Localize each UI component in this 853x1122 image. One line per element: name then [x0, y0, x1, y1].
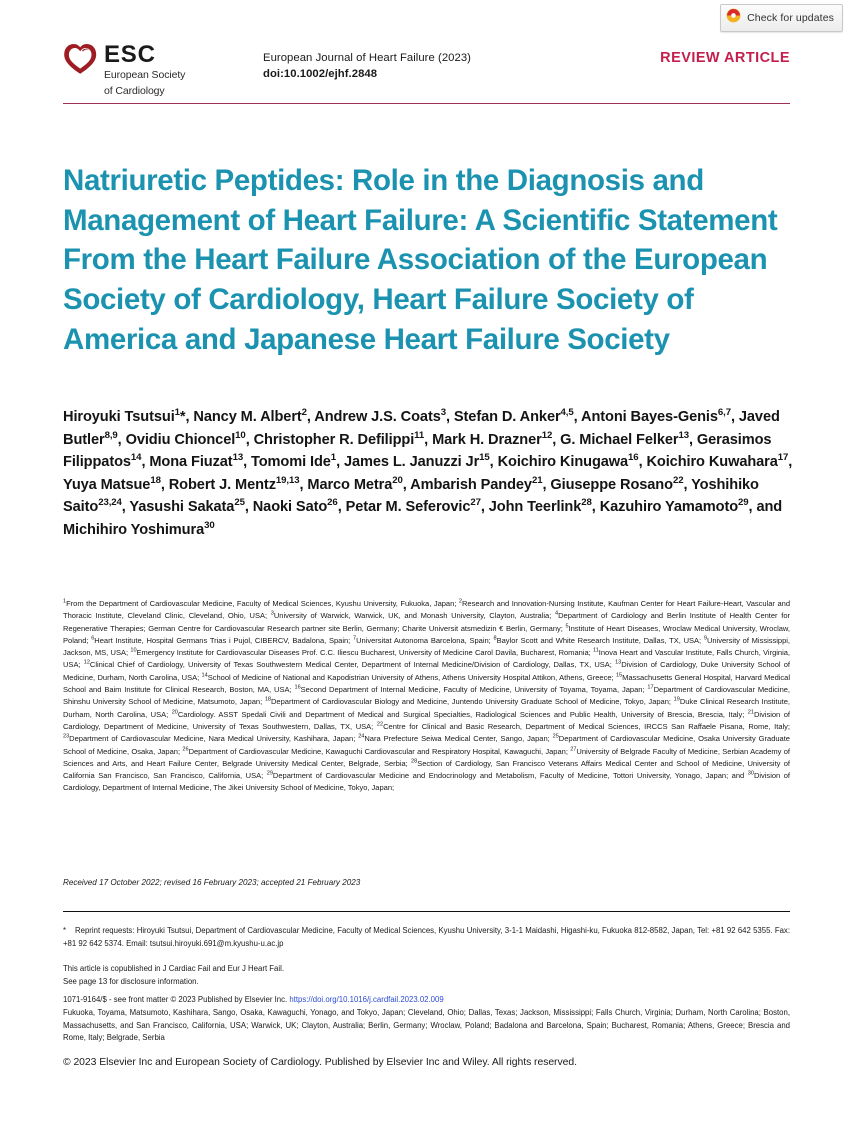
- publication-notes: [63, 963, 790, 988]
- header-divider: [63, 103, 790, 104]
- footnote-asterisk: *: [63, 926, 67, 935]
- journal-info: [263, 42, 471, 83]
- reprint-requests-footnote: [63, 925, 790, 950]
- page-title: Natriuretic Peptides: Role in the Diagnosis and Management of Heart Failure: A Scientific Statement From the Heart Failure Association of the European Society of Cardiology, Heart Failure Society of America and Japanese Heart Failure Society: [63, 164, 778, 356]
- disclosure-note: See page 13 for disclosure information.: [63, 976, 199, 986]
- check-for-updates-label: Check for updates: [747, 12, 834, 24]
- doi-link[interactable]: https://doi.org/10.1016/j.cardfail.2023.02.009: [289, 995, 444, 1004]
- crossmark-icon: [726, 8, 741, 28]
- article-type-label: REVIEW ARTICLE: [660, 50, 790, 66]
- journal-name: European Journal of Heart Failure (2023): [263, 52, 471, 64]
- front-matter-text: 1071-9164/$ - see front matter © 2023 Published by Elsevier Inc.: [63, 995, 288, 1004]
- esc-logo: [63, 42, 213, 98]
- esc-society-line-2: of Cardiology: [104, 84, 165, 97]
- esc-acronym: ESC: [104, 41, 156, 68]
- esc-logo-text: [104, 42, 185, 98]
- cities-list: Fukuoka, Toyama, Matsumoto, Kashihara, Sango, Osaka, Kawaguchi, Yonago, and Tokyo, Japan; Cleveland, Ohio; Dallas, Texas; Jackson, Mississippi; Falls Church, Virginia; Durham, North Carolina; Boston, Massachusetts, and San Francisco, California, USA; Warwick, UK; Clayton, Australia; Berlin, Germany; Wroclaw, Poland; Badalona and Barcelona, Spain; Bucharest, Romania; Athens, Greece; Brescia and Rome, Italy; Belgrade, Serbia: [63, 1008, 790, 1043]
- received-dates: Received 17 October 2022; revised 16 February 2023; accepted 21 February 2023: [63, 878, 361, 887]
- page-header: [63, 42, 790, 98]
- copyright-notice: © 2023 Elsevier Inc and European Society of Cardiology. Published by Elsevier Inc and Wiley. All rights reserved.: [63, 1057, 577, 1068]
- esc-heart-logo-icon: [63, 43, 97, 80]
- reprint-requests-text: Reprint requests: Hiroyuki Tsutsui, Department of Cardiovascular Medicine, Faculty of Medical Sciences, Kyushu University, 3-1-1 Maidashi, Higashi-ku, Fukuoka 812-8582, Japan, Tel: +81 92 642 5355. Fax: +81 92 642 5374. Email: tsutsui.hiroyuki.691@m.kyushu-u.ac.jp: [63, 926, 790, 948]
- footnote-divider: [63, 911, 790, 912]
- affiliations-list: $^1$From the Department of Cardiovascular Medicine, Faculty of Medical Sciences, Kyushu University, Fukuoka, Japan; $^2$Research and Innovation-Nursing Institute, Kaufman Center for Heart Failure-Heart, Vascular and Thoracic Institute, Cleveland Clinic, Cleveland, Ohio, USA; $^3$University of Warwick, Warwick, UK, and Monash University, Clayton, Australia; $^4$Department of Cardiology and Berlin Institute of Health Center for Regenerative Therapies; German Centre for Cardiovascular Research partner site Berlin, Germany; Charite Universit atsmedizin € Berlin, Germany; $^5$Institute of Heart Diseases, Wroclaw Medical University, Wroclaw, Poland; $^6$Heart Institute, Hospital Germans Trias i Pujol, CIBERCV, Badalona, Spain; $^7$Universitat Autonoma Barcelona, Spain; $^8$Baylor Scott and White Research Institute, Dallas, TX, USA; $^9$University of Mississippi, Jackson, MS, USA; $^{10}$Emergency Institute for Cardiovascular Diseases Prof. C.C. Iliescu Bucharest, University of Medicine Carol Davila, Bucharest, Romania; $^{11}$Inova Heart and Vascular Institute, Falls Church, Virginia, USA; $^{12}$Clinical Chief of Cardiology, University of Texas Southwestern Medical Center, Department of Internal Medicine/Division of Cardiology, Dallas, TX, USA; $^{13}$Division of Cardiology, Duke University School of Medicine, Durham, North Carolina, USA; $^{14}$School of Medicine of National and Kapodistrian University of Athens, Athens University Hospital Attikon, Athens, Greece; $^{15}$Massachusetts General Hospital, Harvard Medical School and Baim Institute for Clinical Research, Boston, MA, USA; $^{16}$Second Department of Internal Medicine, Faculty of Medicine, University of Toyama, Toyama, Japan; $^{17}$Department of Cardiovascular Medicine, Shinshu University School of Medicine, Matsumoto, Japan; $^{18}$Department of Cardiovascular Biology and Medicine, Juntendo University Graduate School of Medicine, Tokyo, Japan; $^{19}$Duke Clinical Research Institute, Durham, North Carolina, USA; $^{20}$Cardiology. ASST Spedali Civili and Department of Medical and Surgical Specialties, Radiological Sciences and Public Health, University of Brescia, Brescia, Italy; $^{21}$Division of Cardiology, Department of Medicine, University of Texas Southwestern, Dallas, TX, USA; $^{22}$Centre for Clinical and Basic Research, Department of Medical Sciences, IRCCS San Raffaele Pisana, Rome, Italy; $^{23}$Department of Cardiovascular Medicine, Nara Medical University, Kashihara, Japan; $^{24}$Nara Prefecture Seiwa Medical Center, Sango, Japan; $^{25}$Department of Cardiovascular Medicine, Osaka University Graduate School of Medicine, Osaka, Japan; $^{26}$Department of Cardiovascular Medicine, Kawaguchi Cardiovascular and Respiratory Hospital, Kawaguchi, Japan; $^{27}$University of Belgrade Faculty of Medicine, Serbian Academy of Sciences and Arts, and Heart Failure Center, Belgrade University Medical Center, Belgrade, Serbia; $^{28}$Section of Cardiology, San Francisco Veterans Affairs Medical Center and School of Medicine, University of California San Francisco, San Francisco, California, USA; $^{29}$Department of Cardiovascular Medicine and Endocrinology and Metabolism, Faculty of Medicine, Tottori University, Yonago, Japan; and $^{30}$Division of Cardiology, Department of Internal Medicine, The Jikei University School of Medicine, Tokyo, Japan;: [63, 598, 791, 793]
- esc-society-line-1: European Society: [104, 69, 186, 82]
- author-list: Hiroyuki Tsutsui$^1$*, Nancy M. Albert$^2$, Andrew J.S. Coats$^3$, Stefan D. Anker$^{4,5}$, Antoni Bayes-Genis$^{6,7}$, Javed Butler$^{8,9}$, Ovidiu Chioncel$^{10}$, Christopher R. Defilippi$^{11}$, Mark H. Drazner$^{12}$, G. Michael Felker$^{13}$, Gerasimos Filippatos$^{14}$, Mona Fiuzat$^{13}$, Tomomi Ide$^1$, James L. Januzzi Jr$^{15}$, Koichiro Kinugawa$^{16}$, Koichiro Kuwahara$^{17}$, Yuya Matsue$^{18}$, Robert J. Mentz$^{19,13}$, Marco Metra$^{20}$, Ambarish Pandey$^{21}$, Giuseppe Rosano$^{22}$, Yoshihiko Saito$^{23,24}$, Yasushi Sakata$^{25}$, Naoki Sato$^{26}$, Petar M. Seferovic$^{27}$, John Teerlink$^{28}$, Kazuhiro Yamamoto$^{29}$, and Michihiro Yoshimura$^{30}$: [63, 407, 793, 538]
- copublished-note: This article is copublished in J Cardiac Fail and Eur J Heart Fail.: [63, 964, 285, 973]
- journal-doi: doi:10.1002/ejhf.2848: [263, 68, 378, 81]
- front-matter-line: [63, 994, 790, 1007]
- check-for-updates-badge[interactable]: [720, 4, 843, 32]
